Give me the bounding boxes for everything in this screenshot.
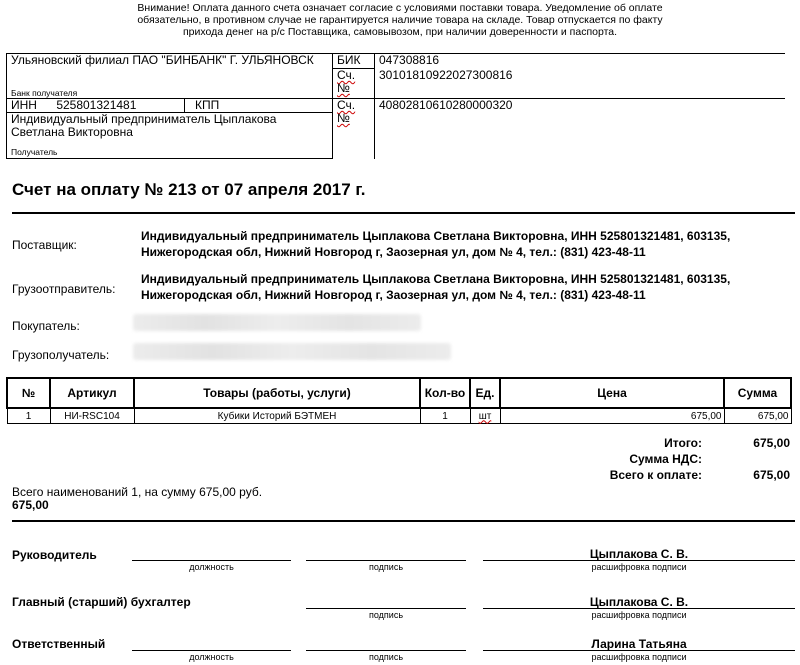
invoice-title: Счет на оплату № 213 от 07 апреля 2017 г. [12, 180, 366, 199]
shipper-line: Индивидуальный предприниматель Цыплакова Светлана Викторовна, ИНН 525801321481, 603135, [141, 272, 731, 286]
cell-number: 1 [7, 408, 50, 424]
payee-line: Светлана Викторовна [11, 125, 133, 139]
inn-label: ИНН [11, 98, 37, 112]
cell-sum: 675,00 [724, 408, 791, 424]
decode-caption: расшифровка подписи [591, 562, 687, 572]
due-label: Всего к оплате: [609, 468, 702, 482]
payee-label: Получатель [7, 147, 333, 159]
totals-block [390, 436, 790, 482]
title-divider [12, 212, 795, 214]
col-unit: Ед. [470, 378, 500, 408]
summary-line: Всего наименований 1, на сумму 675,00 руб. [12, 485, 263, 499]
decode-caption: расшифровка подписи [591, 652, 687, 662]
shipper-line: Нижегородская обл, Нижний Новгород г, Заозерная ул, дом № 4, тел.: (831) 423-48-11 [141, 288, 646, 302]
responsible-label: Ответственный [12, 637, 106, 651]
vat-label: Сумма НДС: [629, 452, 702, 466]
supplier-label: Поставщик: [12, 238, 77, 252]
corr-account-label: Сч. № [333, 69, 375, 99]
total-label: Итого: [664, 436, 702, 450]
total-value: 675,00 [753, 436, 790, 450]
col-number: № [7, 378, 50, 408]
position-caption: должность [189, 562, 234, 572]
corr-account-value: 30101810922027300816 [375, 69, 785, 99]
accountant-label: Главный (старший) бухгалтер [12, 595, 191, 609]
responsible-position-line [132, 650, 291, 651]
bank-details-table [6, 53, 785, 159]
inn-cell [7, 99, 185, 113]
account-value: 40802810610280000320 [375, 99, 785, 147]
recipient-bank-label: Банк получателя [7, 86, 333, 99]
director-signature-line [306, 560, 466, 561]
payee-line: Индивидуальный предприниматель Цыплакова [11, 112, 277, 126]
cell-unit: шт [470, 408, 500, 424]
cell-price: 675,00 [500, 408, 724, 424]
payee-cell [7, 113, 333, 147]
consignee-redacted [133, 343, 451, 360]
buyer-redacted [133, 314, 421, 331]
cell-quantity: 1 [420, 408, 470, 424]
vat-row [390, 452, 790, 466]
payment-notice [70, 2, 730, 38]
summary-block [12, 486, 262, 512]
bank-name-cell [7, 54, 333, 86]
shipper-label: Грузоотправитель: [12, 282, 116, 296]
goods-header-row [7, 378, 791, 408]
summary-divider [12, 520, 795, 522]
signature-caption: подпись [368, 610, 404, 620]
due-row [390, 468, 790, 482]
position-caption: должность [189, 652, 234, 662]
col-quantity: Кол-во [420, 378, 470, 408]
cell-article: НИ-RSC104 [50, 408, 134, 424]
supplier-line: Индивидуальный предприниматель Цыплакова Светлана Викторовна, ИНН 525801321481, 603135, [141, 229, 731, 243]
bank-name: Ульяновский филиал ПАО "БИНБАНК" Г. УЛЬЯНОВСК [11, 53, 314, 67]
col-goods: Товары (работы, услуги) [134, 378, 420, 408]
notice-line: прихода денег на р/с Поставщика, самовывозом, при наличии доверенности и паспорта. [182, 26, 618, 38]
total-row [390, 436, 790, 450]
notice-line: обязательно, в противном случае не гарантируется наличие товара на складе. Товар отпускается по факту [137, 14, 663, 26]
notice-line: Внимание! Оплата данного счета означает согласие с условиями поставки товара. Уведомление об оплате [137, 2, 663, 14]
col-article: Артикул [50, 378, 134, 408]
buyer-label: Покупатель: [12, 319, 80, 333]
decode-caption: расшифровка подписи [591, 610, 687, 620]
goods-table [6, 377, 792, 424]
director-position-line [132, 560, 291, 561]
cell-goods: Кубики Историй БЭТМЕН [134, 408, 420, 424]
director-name: Цыплакова С. В. [589, 547, 689, 561]
supplier-line: Нижегородская обл, Нижний Новгород г, Заозерная ул, дом № 4, тел.: (831) 423-48-11 [141, 245, 646, 259]
col-price: Цена [500, 378, 724, 408]
accountant-signature-line [306, 608, 466, 609]
responsible-name: Ларина Татьяна [591, 637, 687, 651]
bik-value: 047308816 [375, 54, 785, 69]
bik-label: БИК [333, 54, 375, 69]
director-label: Руководитель [12, 548, 97, 562]
kpp-cell: КПП [185, 99, 333, 113]
col-sum: Сумма [724, 378, 791, 408]
consignee-label: Грузополучатель: [12, 348, 110, 362]
accountant-name: Цыплакова С. В. [589, 595, 689, 609]
signature-caption: подпись [368, 562, 404, 572]
account-label: Сч. № [333, 99, 375, 147]
table-row [7, 408, 791, 424]
inn-value: 525801321481 [56, 98, 137, 112]
due-value: 675,00 [753, 468, 790, 482]
responsible-signature-line [306, 650, 466, 651]
signature-caption: подпись [368, 652, 404, 662]
summary-amount: 675,00 [12, 498, 49, 512]
